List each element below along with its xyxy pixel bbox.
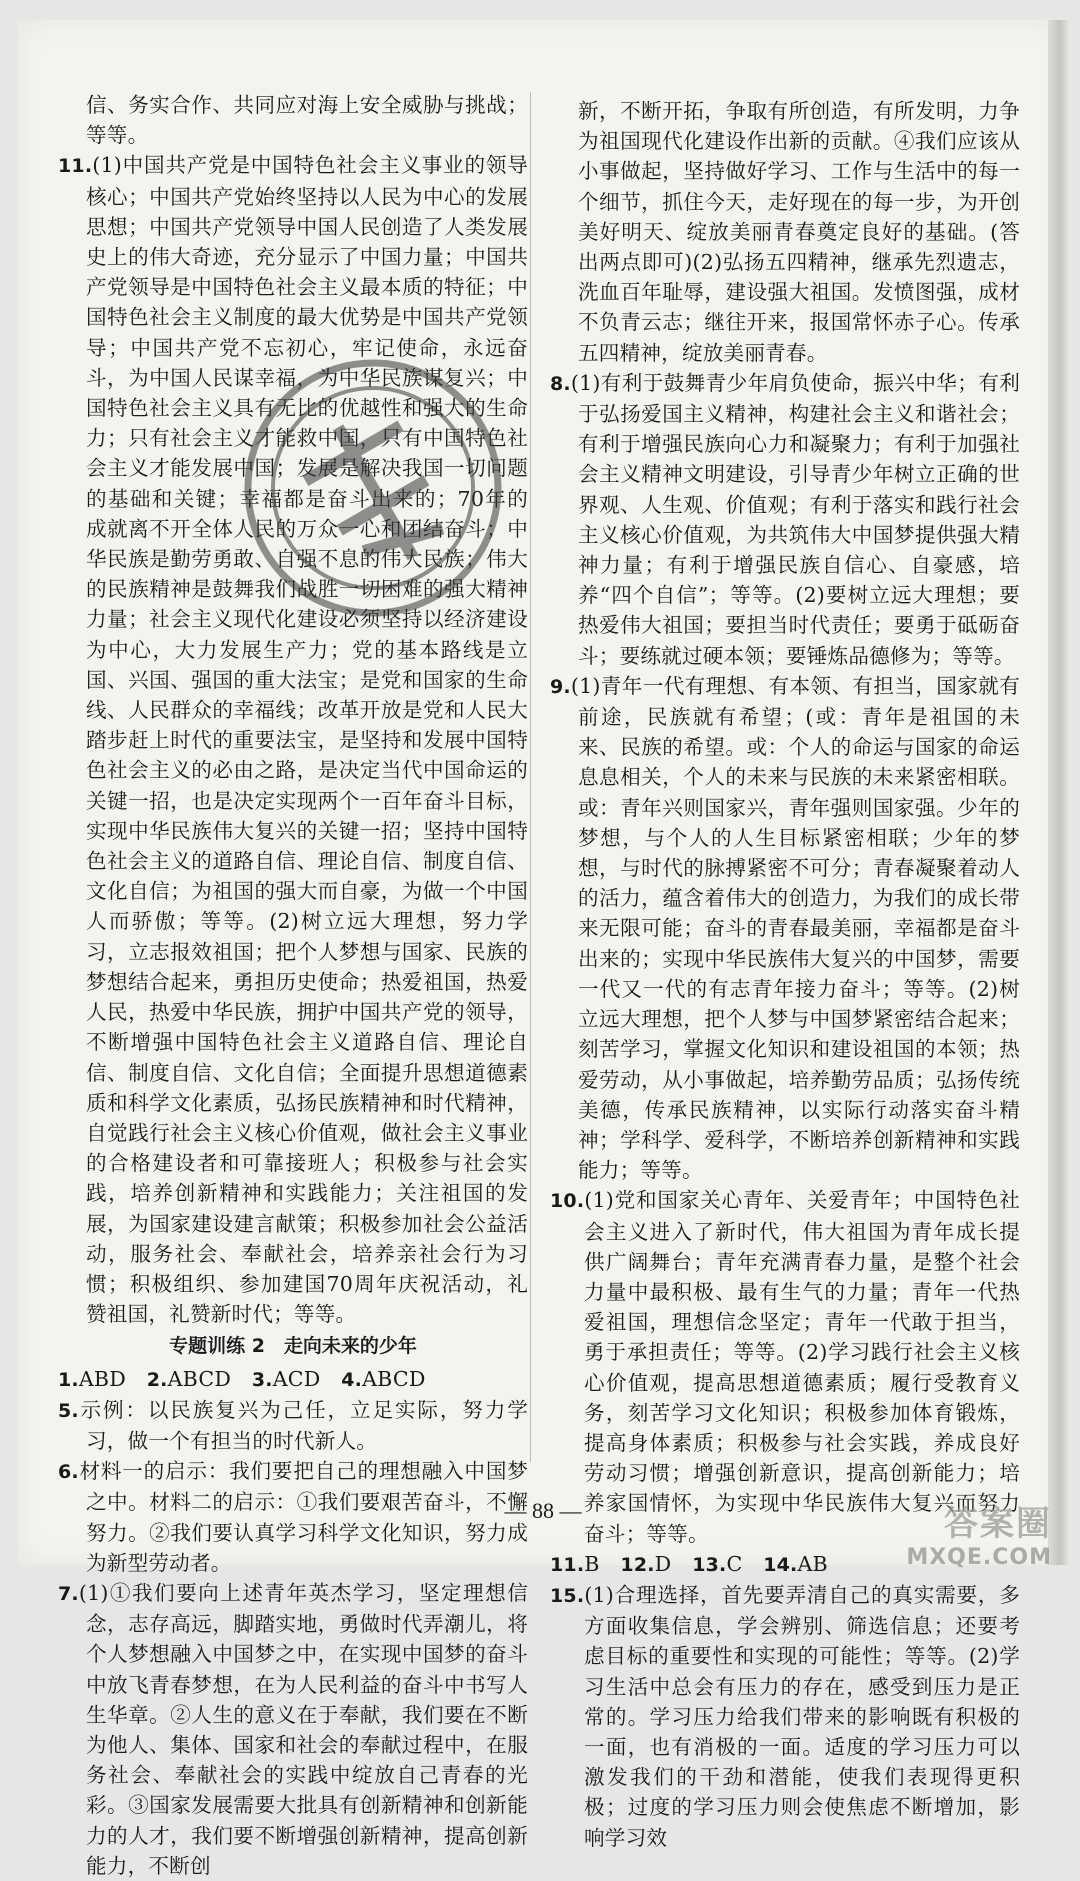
site-watermark [906, 1496, 1052, 1570]
answer-number: 5. [58, 1400, 79, 1422]
answer-10 [550, 1185, 1020, 1548]
answer-text: C [726, 1552, 763, 1576]
answer-text: ACD [273, 1367, 342, 1391]
answer-number: 14. [763, 1554, 797, 1576]
left-column [58, 90, 528, 1881]
answer-continuation: 新，不断开拓，争取有所创造，有所发明，力争为祖国现代化建设作出新的贡献。④我们应该从小事做起，坚持做好学习、工作与生活中的每一个细节，抓住今天，走好现在的每一步，为开创美好明天、绽放美丽青春奠定良好的基础。(答出两点即可)(2)弘扬五四精神，继承先烈遗志，洗血百年耻辱，建设强大祖国。发愤图强，成材不负青云志；继往开来，报国常怀赤子心。传承五四精神，绽放美丽青春。 [550, 96, 1020, 368]
book-binding [1048, 20, 1068, 1565]
answer-number: 10. [550, 1190, 584, 1212]
answer-text: ABD [79, 1367, 147, 1391]
answer-number: 2. [147, 1369, 168, 1391]
right-column [550, 96, 1020, 1853]
answer-text: ABCD [362, 1367, 425, 1391]
answer-text: D [655, 1552, 693, 1576]
answer-number: 13. [692, 1554, 726, 1576]
answer-text: 材料一的启示：我们要把自己的理想融入中国梦之中。材料二的启示：①我们要艰苦奋斗，不懈努力。②我们要认真学习科学文化知识，努力成为新型劳动者。 [79, 1459, 528, 1575]
watermark-url: MXQE.COM [906, 1545, 1052, 1570]
answer-7 [58, 1578, 528, 1881]
page-number: — 88 — [18, 1498, 1068, 1524]
answer-text: 示例：以民族复兴为己任，立足实际，努力学习，做一个有担当的时代新人。 [79, 1398, 528, 1453]
page [18, 20, 1068, 1565]
answer-number: 15. [550, 1585, 584, 1607]
column-divider [530, 92, 531, 1462]
answer-8 [550, 368, 1020, 671]
answer-number: 12. [620, 1554, 654, 1576]
answer-9 [550, 671, 1020, 1185]
answer-number: 11. [550, 1554, 584, 1576]
answer-text: (1)党和国家关心青年、关爱青年；中国特色社会主义进入了新时代，伟大祖国为青年成长提供广阔舞台；青年充满青春力量，是整个社会力量中最积极、最有生气的力量；青年一代热爱祖国，理想信念坚定；青年一代敢于担当，勇于承担责任；等等。(2)学习践行社会主义核心价值观，提高思想道德素质；履行受教育义务，刻苦学习文化知识；积极参加体育锻炼，提高身体素质；积极参与社会实践，养成良好劳动习惯；增强创新意识，提高创新能力；培养家国情怀，为实现中华民族伟大复兴而努力奋斗；等等。 [584, 1188, 1020, 1545]
answer-number: 1. [58, 1369, 79, 1391]
section-title: 专题训练 2 走向未来的少年 [58, 1331, 528, 1361]
answer-number: 4. [341, 1369, 362, 1391]
answer-15 [550, 1580, 1020, 1853]
answer-text: B [584, 1552, 620, 1576]
answer-text: (1)中国共产党是中国特色社会主义事业的领导核心；中国共产党始终坚持以人民为中心的发展思想；中国共产党领导中国人民创造了人类发展史上的伟大奇迹，充分显示了中国力量；中国共产党领导是中国特色社会主义最本质的特征；中国特色社会主义制度的最大优势是中国共产党领导；中国共产党不忘初心，牢记使命，永远奋斗，为中国人民谋幸福，为中华民族谋复兴；中国特色社会主义具有无比的优越性和强大的生命力；只有社会主义才能救中国，只有中国特色社会主义才能发展中国；发展是解决我国一切问题的基础和关键；幸福都是奋斗出来的；70年的成就离不开全体人民的万众一心和团结奋斗；中华民族是勤劳勇敢、自强不息的伟大民族；伟大的民族精神是鼓舞我们战胜一切困难的强大精神力量；社会主义现代化建设必须坚持以经济建设为中心，大力发展生产力；党的基本路线是立国、兴国、强国的重大法宝；是党和国家的生命线、人民群众的幸福线；改革开放是党和人民大踏步赶上时代的重要法宝，是坚持和发展中国特色社会主义的必由之路，是决定当代中国命运的关键一招，也是决定实现两个一百年奋斗目标，实现中华民族伟大复兴的关键一招；坚持中国特色社会主义的道路自信、理论自信、制度自信、文化自信；为祖国的强大而自豪，为做一个中国人而骄傲；等等。(2)树立远大理想，努力学习，立志报效祖国；把个人梦想与国家、民族的梦想结合起来，勇担历史使命；热爱祖国，热爱人民，热爱中华民族，拥护中国共产党的领导，不断增强中国特色社会主义道路自信、理论自信、制度自信、文化自信；全面提升思想道德素质和科学文化素质，弘扬民族精神和时代精神，自觉践行社会主义核心价值观，做社会主义事业的合格建设者和可靠接班人；积极参与社会实践，培养创新精神和实践能力；关注祖国的发展，为国家建设建言献策；积极参加社会公益活动，服务社会、奉献社会，培养亲社会行为习惯；积极组织、参加建国70周年庆祝活动，礼赞祖国，礼赞新时代；等等。 [86, 153, 528, 1326]
answer-11 [58, 150, 528, 1329]
answer-continuation: 信、务实合作、共同应对海上安全威胁与挑战；等等。 [58, 90, 528, 150]
watermark-logo: 答案圈 [906, 1496, 1052, 1545]
answer-number: 6. [58, 1461, 79, 1483]
answer-text: (1)合理选择，首先要弄清自己的真实需要，多方面收集信息，学会辨别、筛选信息；还要考虑目标的重要性和实现的可能性；等等。(2)学习生活中总会有压力的存在，感受到压力是正常的。学习压力给我们带来的影响既有积极的一面，也有消极的一面。适度的学习压力可以激发我们的干劲和潜能，使我们表现得更积极；过度的学习压力则会使焦虑不断增加，影响学习效 [584, 1583, 1020, 1850]
answer-number: 3. [252, 1369, 273, 1391]
answer-text: AB [797, 1552, 827, 1576]
answer-5 [58, 1395, 528, 1456]
answer-1-4 [58, 1364, 528, 1395]
answer-number: 9. [550, 676, 571, 698]
answer-text: (1)青年一代有理想、有本领、有担当，国家就有前途，民族就有希望；(或：青年是祖国的未来、民族的希望。或：个人的命运与国家的命运息息相关，个人的未来与民族的未来紧密相联。或：青年兴则国家兴，青年强则国家强。少年的梦想，与个人的人生目标紧密相联；少年的梦想，与时代的脉搏紧密不可分；青春凝聚着动人的活力，蕴含着伟大的创造力，为我们的成长带来无限可能；奋斗的青春最美丽，幸福都是奋斗出来的；实现中华民族伟大复兴的中国梦，需要一代又一代的有志青年接力奋斗；等等。(2)树立远大理想，把个人梦与中国梦紧密结合起来；刻苦学习，掌握文化知识和建设祖国的本领；热爱劳动，从小事做起，培养勤劳品质；弘扬传统美德，传承民族精神，以实际行动落实奋斗精神；学科学、爱科学，不断培养创新精神和实践能力；等等。 [571, 674, 1020, 1182]
answer-number: 11. [58, 155, 92, 177]
answer-text: ABCD [168, 1367, 252, 1391]
answer-number: 7. [58, 1583, 79, 1605]
answer-text: (1)有利于鼓舞青少年肩负使命，振兴中华；有利于弘扬爱国主义精神，构建社会主义和谐社会；有利于增强民族向心力和凝聚力；有利于加强社会主义精神文明建设，引导青少年树立正确的世界观、人生观、价值观；有利于落实和践行社会主义核心价值观，为共筑伟大中国梦提供强大精神力量；有利于增强民族自信心、自豪感，培养“四个自信”；等等。(2)要树立远大理想；要热爱伟大祖国；要担当时代责任；要勇于砥砺奋斗；要练就过硬本领；要锤炼品德修为；等等。 [571, 371, 1020, 668]
answer-text: (1)①我们要向上述青年英杰学习，坚定理想信念，志存高远，脚踏实地，勇做时代弄潮儿，将个人梦想融入中国梦之中，在实现中国梦的奋斗中放飞青春梦想，在为人民利益的奋斗中书写人生华章。②人生的意义在于奉献，我们要在不断为他人、集体、国家和社会的奉献过程中，在服务社会、奉献社会的实践中绽放自己青春的光彩。③国家发展需要大批具有创新精神和创新能力的人才，我们要不断增强创新精神，提高创新能力，不断创 [79, 1581, 528, 1878]
answer-number: 8. [550, 373, 571, 395]
